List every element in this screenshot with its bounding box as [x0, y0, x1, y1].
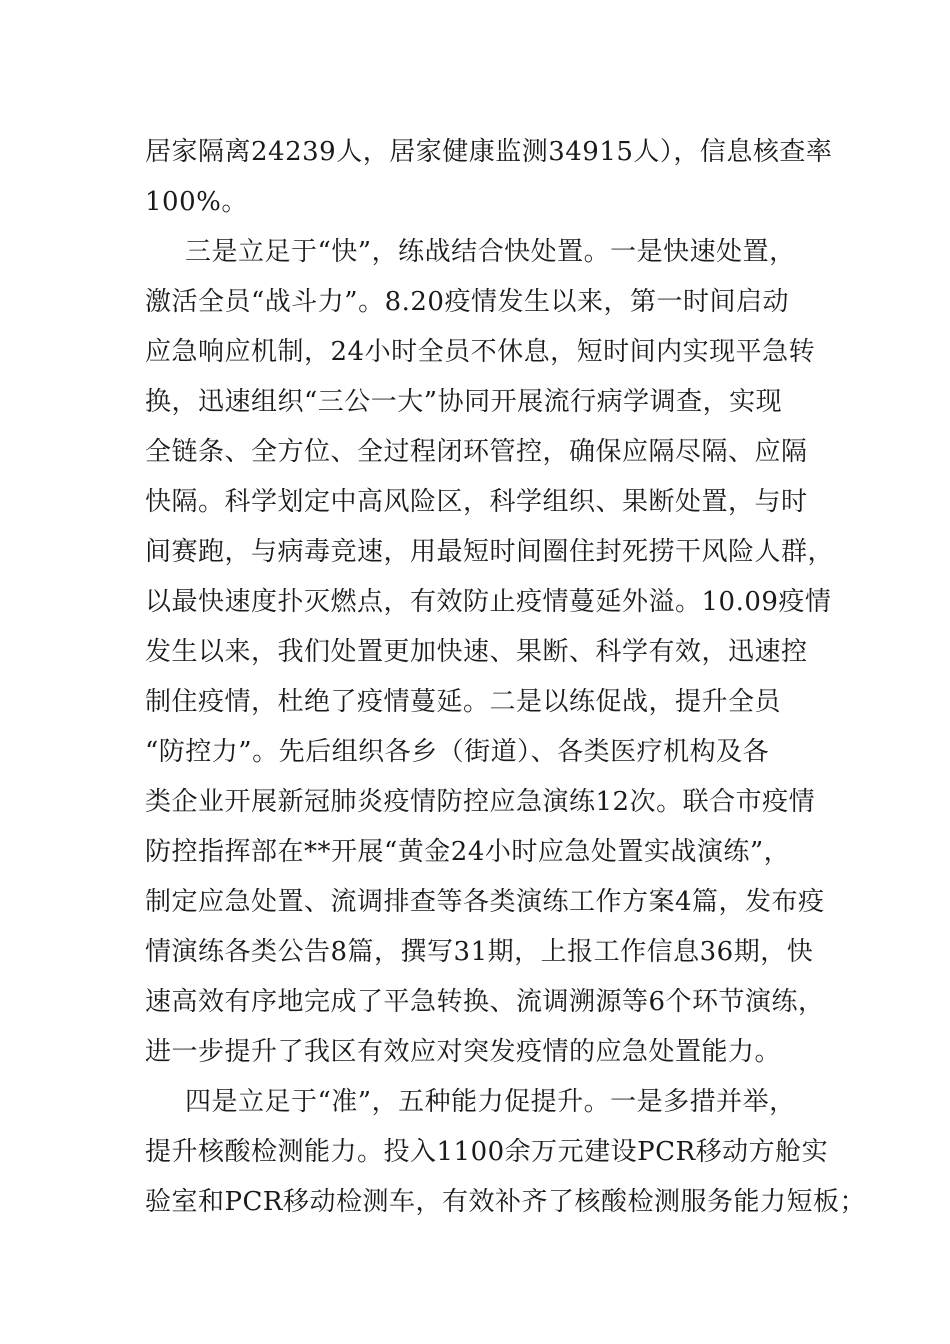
text-line-1: 居家隔离24239人，居家健康监测34915人），信息核查率 — [145, 137, 833, 167]
text-line-4: 激活全员“战斗力”。8.20疫情发生以来，第一时间启动 — [145, 287, 789, 317]
text-line-19: 进一步提升了我区有效应对突发疫情的应急处置能力。 — [145, 1037, 782, 1067]
text-line-8: 快隔。科学划定中高风险区，科学组织、果断处置，与时 — [145, 487, 808, 517]
text-line-22: 验室和PCR移动检测车，有效补齐了核酸检测服务能力短板； — [145, 1187, 866, 1217]
text-line-21: 提升核酸检测能力。投入1100余万元建设PCR移动方舱实 — [145, 1137, 829, 1167]
text-line-15: 防控指挥部在**开展“黄金24小时应急处置实战演练”， — [145, 837, 791, 867]
text-line-17: 情演练各类公告8篇，撰写31期，上报工作信息36期，快 — [145, 937, 814, 967]
text-line-7: 全链条、全方位、全过程闭环管控，确保应隔尽隔、应隔 — [145, 437, 808, 467]
paragraph-4-start: 四是立足于“准”，五种能力促提升。一是多措并举， — [185, 1087, 796, 1117]
text-line-5: 应急响应机制，24小时全员不休息，短时间内实现平急转 — [145, 337, 816, 367]
text-line-14: 类企业开展新冠肺炎疫情防控应急演练12次。联合市疫情 — [145, 787, 816, 817]
text-line-6: 换，迅速组织“三公一大”协同开展流行病学调查，实现 — [145, 387, 783, 417]
text-line-10: 以最快速度扑灭燃点，有效防止疫情蔓延外溢。10.09疫情 — [145, 587, 832, 617]
text-line-12: 制住疫情，杜绝了疫情蔓延。二是以练促战，提升全员 — [145, 687, 782, 717]
text-line-11: 发生以来，我们处置更加快速、果断、科学有效，迅速控 — [145, 637, 808, 667]
paragraph-3-start: 三是立足于“快”，练战结合快处置。一是快速处置， — [185, 237, 796, 267]
text-line-18: 速高效有序地完成了平急转换、流调溯源等6个环节演练， — [145, 987, 825, 1017]
text-line-9: 间赛跑，与病毒竞速，用最短时间圈住封死捞干风险人群， — [145, 537, 835, 567]
text-line-16: 制定应急处置、流调排查等各类演练工作方案4篇，发布疫 — [145, 887, 825, 917]
text-line-2: 100%。 — [145, 187, 248, 217]
text-line-13: “防控力”。先后组织各乡（街道）、各类医疗机构及各 — [145, 737, 770, 767]
